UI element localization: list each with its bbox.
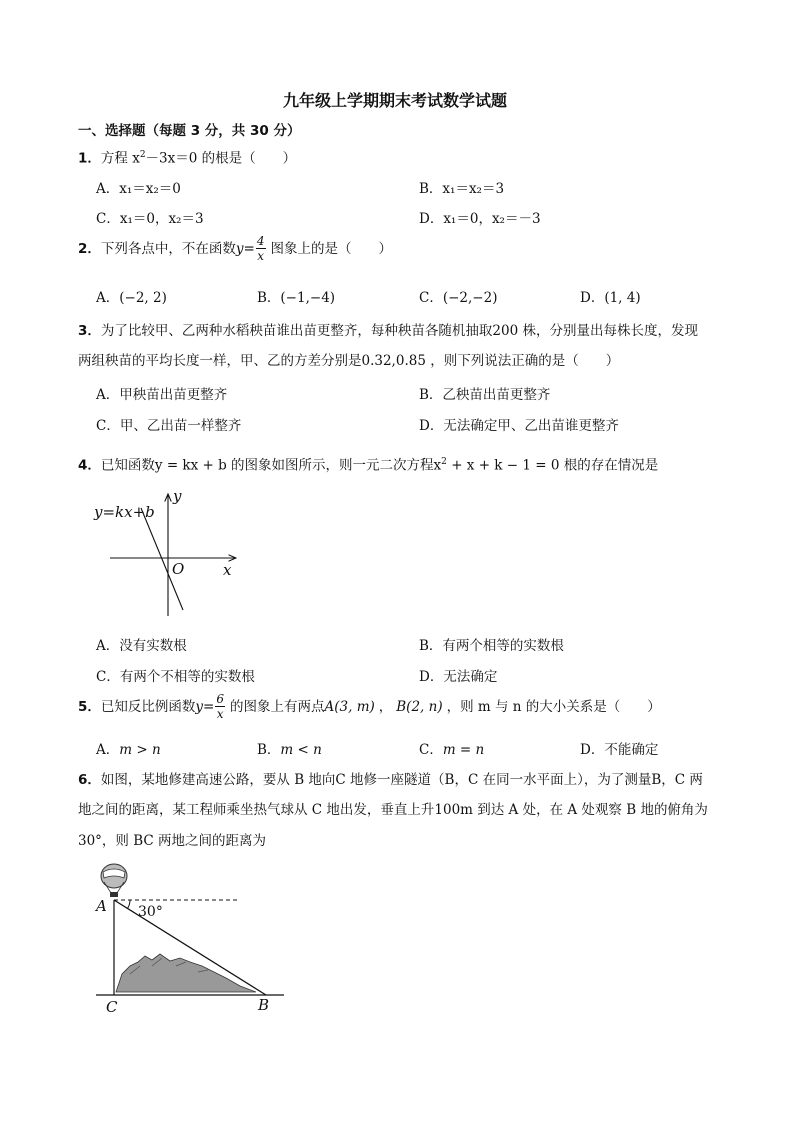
question-stem-line2: 地之间的距离，某工程师乘坐热气球从 C 地出发，垂直上升100m 到达 A 处，在 A 处观察 B 地的俯角为 bbox=[78, 802, 708, 818]
option-a: A．x₁＝x₂＝0 bbox=[96, 181, 181, 197]
point-a: A(3, m) bbox=[324, 698, 375, 715]
function-y: y bbox=[195, 698, 204, 715]
question-number: 2． bbox=[78, 240, 101, 257]
option-c: C．甲、乙出苗一样整齐 bbox=[96, 418, 242, 434]
line-label: y=kx+b bbox=[94, 503, 155, 521]
point-b-label: B bbox=[258, 996, 270, 1014]
option-d: D．x₁＝0，x₂＝－3 bbox=[419, 211, 541, 227]
option-letter: A． bbox=[96, 742, 120, 758]
option-c: C．有两个不相等的实数根 bbox=[96, 669, 255, 685]
question-stem: 已知反比例函数 bbox=[100, 698, 196, 715]
function-line bbox=[141, 508, 183, 610]
mountain-icon bbox=[116, 954, 256, 992]
option-a: A．甲秧苗出苗更整齐 bbox=[96, 387, 228, 403]
question-stem-end: + x + k − 1 = 0 根的存在情况是 bbox=[446, 457, 659, 474]
balloon-figure bbox=[90, 862, 290, 1018]
x-axis-label: x bbox=[223, 561, 232, 579]
question-number: 5． bbox=[78, 698, 101, 715]
question-number: 6． bbox=[78, 772, 101, 788]
point-c-label: C bbox=[106, 998, 118, 1016]
question-5 bbox=[78, 692, 661, 721]
hot-air-balloon-icon bbox=[101, 864, 127, 897]
fraction bbox=[256, 234, 266, 263]
option-b: B．x₁＝x₂＝3 bbox=[419, 181, 505, 197]
section-heading: 一、选择题（每题 3 分，共 30 分） bbox=[78, 123, 301, 139]
angle-arc bbox=[128, 900, 131, 909]
question-3 bbox=[78, 321, 698, 341]
option-expression: m = n bbox=[442, 742, 485, 758]
option-a bbox=[96, 738, 161, 758]
option-b bbox=[257, 738, 322, 758]
y-axis-label: y bbox=[173, 487, 182, 505]
question-stem: 下列各点中，不在函数 bbox=[100, 240, 236, 257]
question-stem-line1: 为了比较甲、乙两种水稻秧苗谁出苗更整齐，每种秧苗各随机抽取200 株，分别量出每株长度，发现 bbox=[100, 323, 698, 339]
question-number: 1． bbox=[78, 150, 101, 167]
fraction-numerator: 6 bbox=[216, 692, 224, 706]
question-stem: 已知函数y = kx + b 的图象如图所示，则一元二次方程x bbox=[100, 457, 442, 474]
option-b: B．有两个相等的实数根 bbox=[419, 638, 564, 654]
question-1 bbox=[78, 145, 296, 169]
question-stem-end: ，则 m 与 n 的大小关系是（ ） bbox=[446, 698, 661, 715]
function-y: y bbox=[235, 240, 244, 257]
question-2 bbox=[78, 234, 392, 263]
page-title: 九年级上学期期末考试数学试题 bbox=[283, 91, 508, 110]
fraction-denominator: x bbox=[216, 707, 224, 721]
linear-function-graph bbox=[90, 486, 250, 620]
point-a-label: A bbox=[96, 897, 107, 915]
question-stem-line3: 30°，则 BC 两地之间的距离为 bbox=[78, 833, 267, 849]
fraction-numerator: 4 bbox=[256, 234, 265, 248]
question-stem-end: 图象上的是（ ） bbox=[270, 240, 392, 257]
equals-sign: = bbox=[243, 240, 255, 257]
option-expression: m > n bbox=[119, 742, 161, 758]
exponent: 2 bbox=[441, 457, 447, 467]
option-b: B．乙秧苗出苗更整齐 bbox=[419, 387, 551, 403]
origin-label: O bbox=[172, 560, 185, 578]
option-a: A．(−2, 2) bbox=[96, 290, 167, 306]
question-stem: 方程 x bbox=[100, 150, 140, 167]
question-stem-mid: 的图象上有两点 bbox=[230, 698, 325, 715]
question-6 bbox=[78, 770, 703, 790]
fraction-denominator: x bbox=[257, 249, 265, 263]
option-a: A．没有实数根 bbox=[96, 638, 187, 654]
option-d: D．不能确定 bbox=[580, 742, 659, 758]
separator: ， bbox=[378, 698, 393, 715]
option-c: C．(−2,−2) bbox=[419, 290, 498, 306]
question-stem-end: －3x＝0 的根是（ ） bbox=[145, 150, 297, 167]
equals-sign: = bbox=[203, 698, 215, 715]
option-d: D．(1, 4) bbox=[580, 290, 641, 306]
question-number: 4． bbox=[78, 457, 101, 474]
option-c bbox=[419, 738, 484, 758]
question-stem-line1: 如图，某地修建高速公路，要从 B 地向C 地修一座隧道（B，C 在同一水平面上），为了测量B，C 两 bbox=[100, 772, 703, 788]
option-letter: C． bbox=[419, 742, 443, 758]
point-b: B(2, n) bbox=[396, 698, 443, 715]
option-b: B．(−1,−4) bbox=[257, 290, 336, 306]
question-number: 3． bbox=[78, 323, 101, 339]
question-stem-line2: 两组秧苗的平均长度一样，甲、乙的方差分别是0.32,0.85 ，则下列说法正确的是（ ） bbox=[78, 353, 620, 369]
option-d: D．无法确定甲、乙出苗谁更整齐 bbox=[419, 418, 619, 434]
option-expression: m < n bbox=[280, 742, 322, 758]
option-letter: B． bbox=[257, 742, 281, 758]
angle-label: 30° bbox=[138, 904, 163, 920]
fraction bbox=[215, 692, 225, 721]
option-d: D．无法确定 bbox=[419, 669, 498, 685]
option-c: C．x₁＝0，x₂＝3 bbox=[96, 211, 204, 227]
exponent: 2 bbox=[139, 150, 146, 160]
question-4 bbox=[78, 452, 658, 476]
